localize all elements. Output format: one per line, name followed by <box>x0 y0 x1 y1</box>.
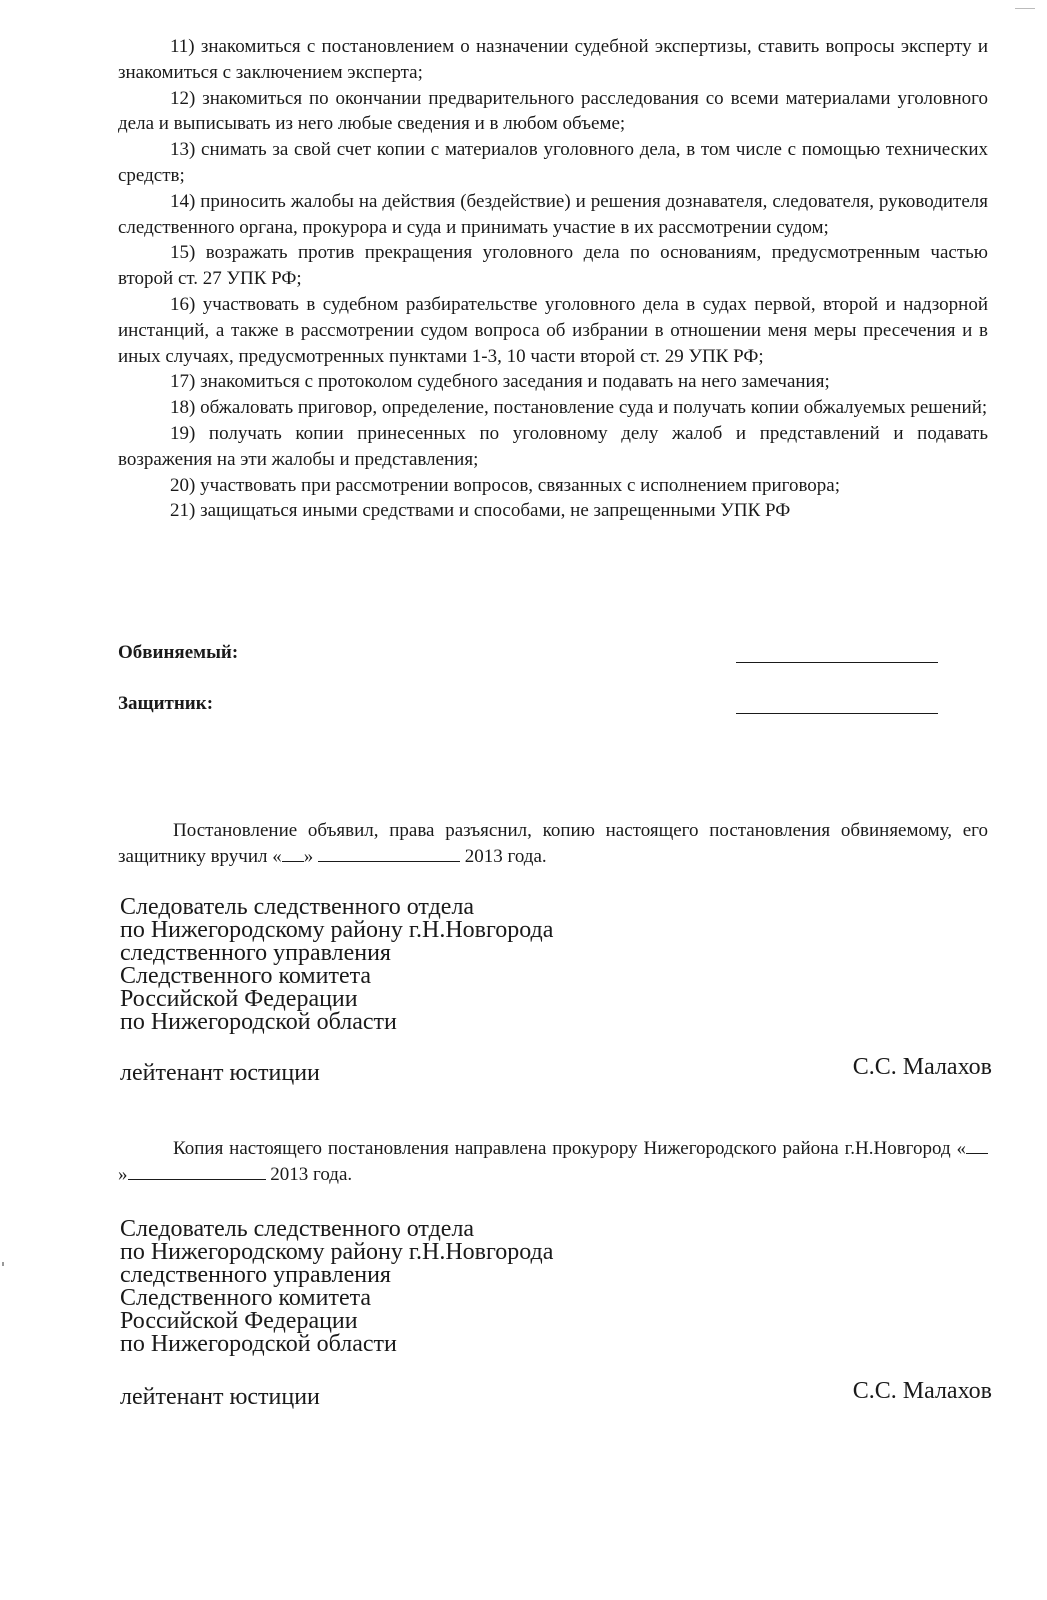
officer-name: С.С. Малахов <box>852 1378 992 1404</box>
officer-line: Следователь следственного отдела <box>120 894 475 920</box>
month-blank <box>128 1165 266 1180</box>
copy-notice-text: Копия настоящего постановления направлена прокурору Нижегородского района г.Н.Новгород « <box>173 1138 966 1159</box>
right-item-18: 18) обжаловать приговор, определение, постановление суда и получать копии обжалуемых решений; <box>170 397 988 419</box>
officer-line: по Нижегородской области <box>120 1331 397 1357</box>
right-item-11: 11) знакомиться с постановлением о назначении судебной экспертизы, ставить вопросы эксперту и знакомиться с заключением эксперта; <box>118 36 988 83</box>
right-item-15: 15) возражать против прекращения уголовного дела по основаниям, предусмотренным частью второй ст. 27 УПК РФ; <box>118 242 988 290</box>
right-item-14: 14) приносить жалобы на действия (бездействие) и решения дознавателя, следователя, руководителя следственного органа, прокурора и суда и принимать участие в их рассмотрении судом; <box>118 190 988 238</box>
copy-notice-quote: » <box>118 1164 128 1185</box>
officer-line: Следственного комитета <box>120 1285 372 1311</box>
officer-block-1 <box>120 896 553 1034</box>
officer-line: Российской Федерации <box>120 1308 358 1334</box>
scan-edge-mark <box>1015 8 1035 9</box>
scan-speck <box>2 1262 4 1266</box>
announcement-year: 2013 года. <box>464 846 547 867</box>
officer-line: следственного управления <box>120 940 391 966</box>
announcement-quote: » <box>303 846 314 867</box>
right-item-13: 13) снимать за свой счет копии с материалов уголовного дела, в том числе с помощью технических средств; <box>118 139 988 186</box>
officer-line: следственного управления <box>120 1262 391 1288</box>
officer-line: по Нижегородской области <box>120 1009 397 1035</box>
day-blank <box>282 847 304 862</box>
day-blank <box>966 1139 988 1154</box>
officer-line: по Нижегородскому району г.Н.Новгорода <box>120 1239 554 1265</box>
officer-rank-row-2 <box>120 1378 992 1414</box>
right-item-20: 20) участвовать при рассмотрении вопросов, связанных с исполнением приговора; <box>170 474 841 496</box>
rights-list <box>118 34 988 524</box>
announcement-text: Постановление объявил, права разъяснил, копию настоящего постановления обвиняемому, его защитнику вручил « <box>118 820 988 867</box>
announcement-paragraph <box>118 818 988 870</box>
officer-line: Российской Федерации <box>120 986 358 1012</box>
officer-block-2 <box>120 1218 553 1356</box>
accused-signature-row <box>118 642 938 672</box>
right-item-12: 12) знакомиться по окончании предварительного расследования со всеми материалами уголовного дела и выписывать из него любые сведения и в любом объеме; <box>118 87 988 135</box>
defender-label: Защитник: <box>118 693 214 714</box>
officer-line: Следователь следственного отдела <box>120 1216 475 1242</box>
officer-name: С.С. Малахов <box>852 1054 992 1080</box>
accused-label: Обвиняемый: <box>118 642 239 663</box>
accused-signature-line <box>736 662 938 663</box>
month-blank <box>318 847 460 862</box>
defender-signature-line <box>736 713 938 714</box>
right-item-17: 17) знакомиться с протоколом судебного заседания и подавать на него замечания; <box>170 371 830 393</box>
officer-line: по Нижегородскому району г.Н.Новгорода <box>120 917 554 943</box>
right-item-21: 21) защищаться иными средствами и способами, не запрещенными УПК РФ <box>170 500 791 522</box>
right-item-16: 16) участвовать в судебном разбирательстве уголовного дела в судах первой, второй и надзорной инстанций, а также в рассмотрении судом вопроса об избрании в отношении меня меры пресечения и в иных случаях, предусмотренных пунктами 1-3, 10 части второй ст. 29 УПК РФ; <box>118 293 988 367</box>
copy-notice-year: 2013 года. <box>270 1164 353 1185</box>
copy-notice-paragraph <box>118 1136 988 1188</box>
defender-signature-row <box>118 693 938 723</box>
officer-line: Следственного комитета <box>120 963 372 989</box>
officer-rank: лейтенант юстиции <box>120 1384 320 1410</box>
right-item-19: 19) получать копии принесенных по уголовному делу жалоб и представлений и подавать возражения на эти жалобы и представления; <box>118 422 988 470</box>
officer-rank-row-1 <box>120 1054 992 1090</box>
officer-rank: лейтенант юстиции <box>120 1060 320 1086</box>
